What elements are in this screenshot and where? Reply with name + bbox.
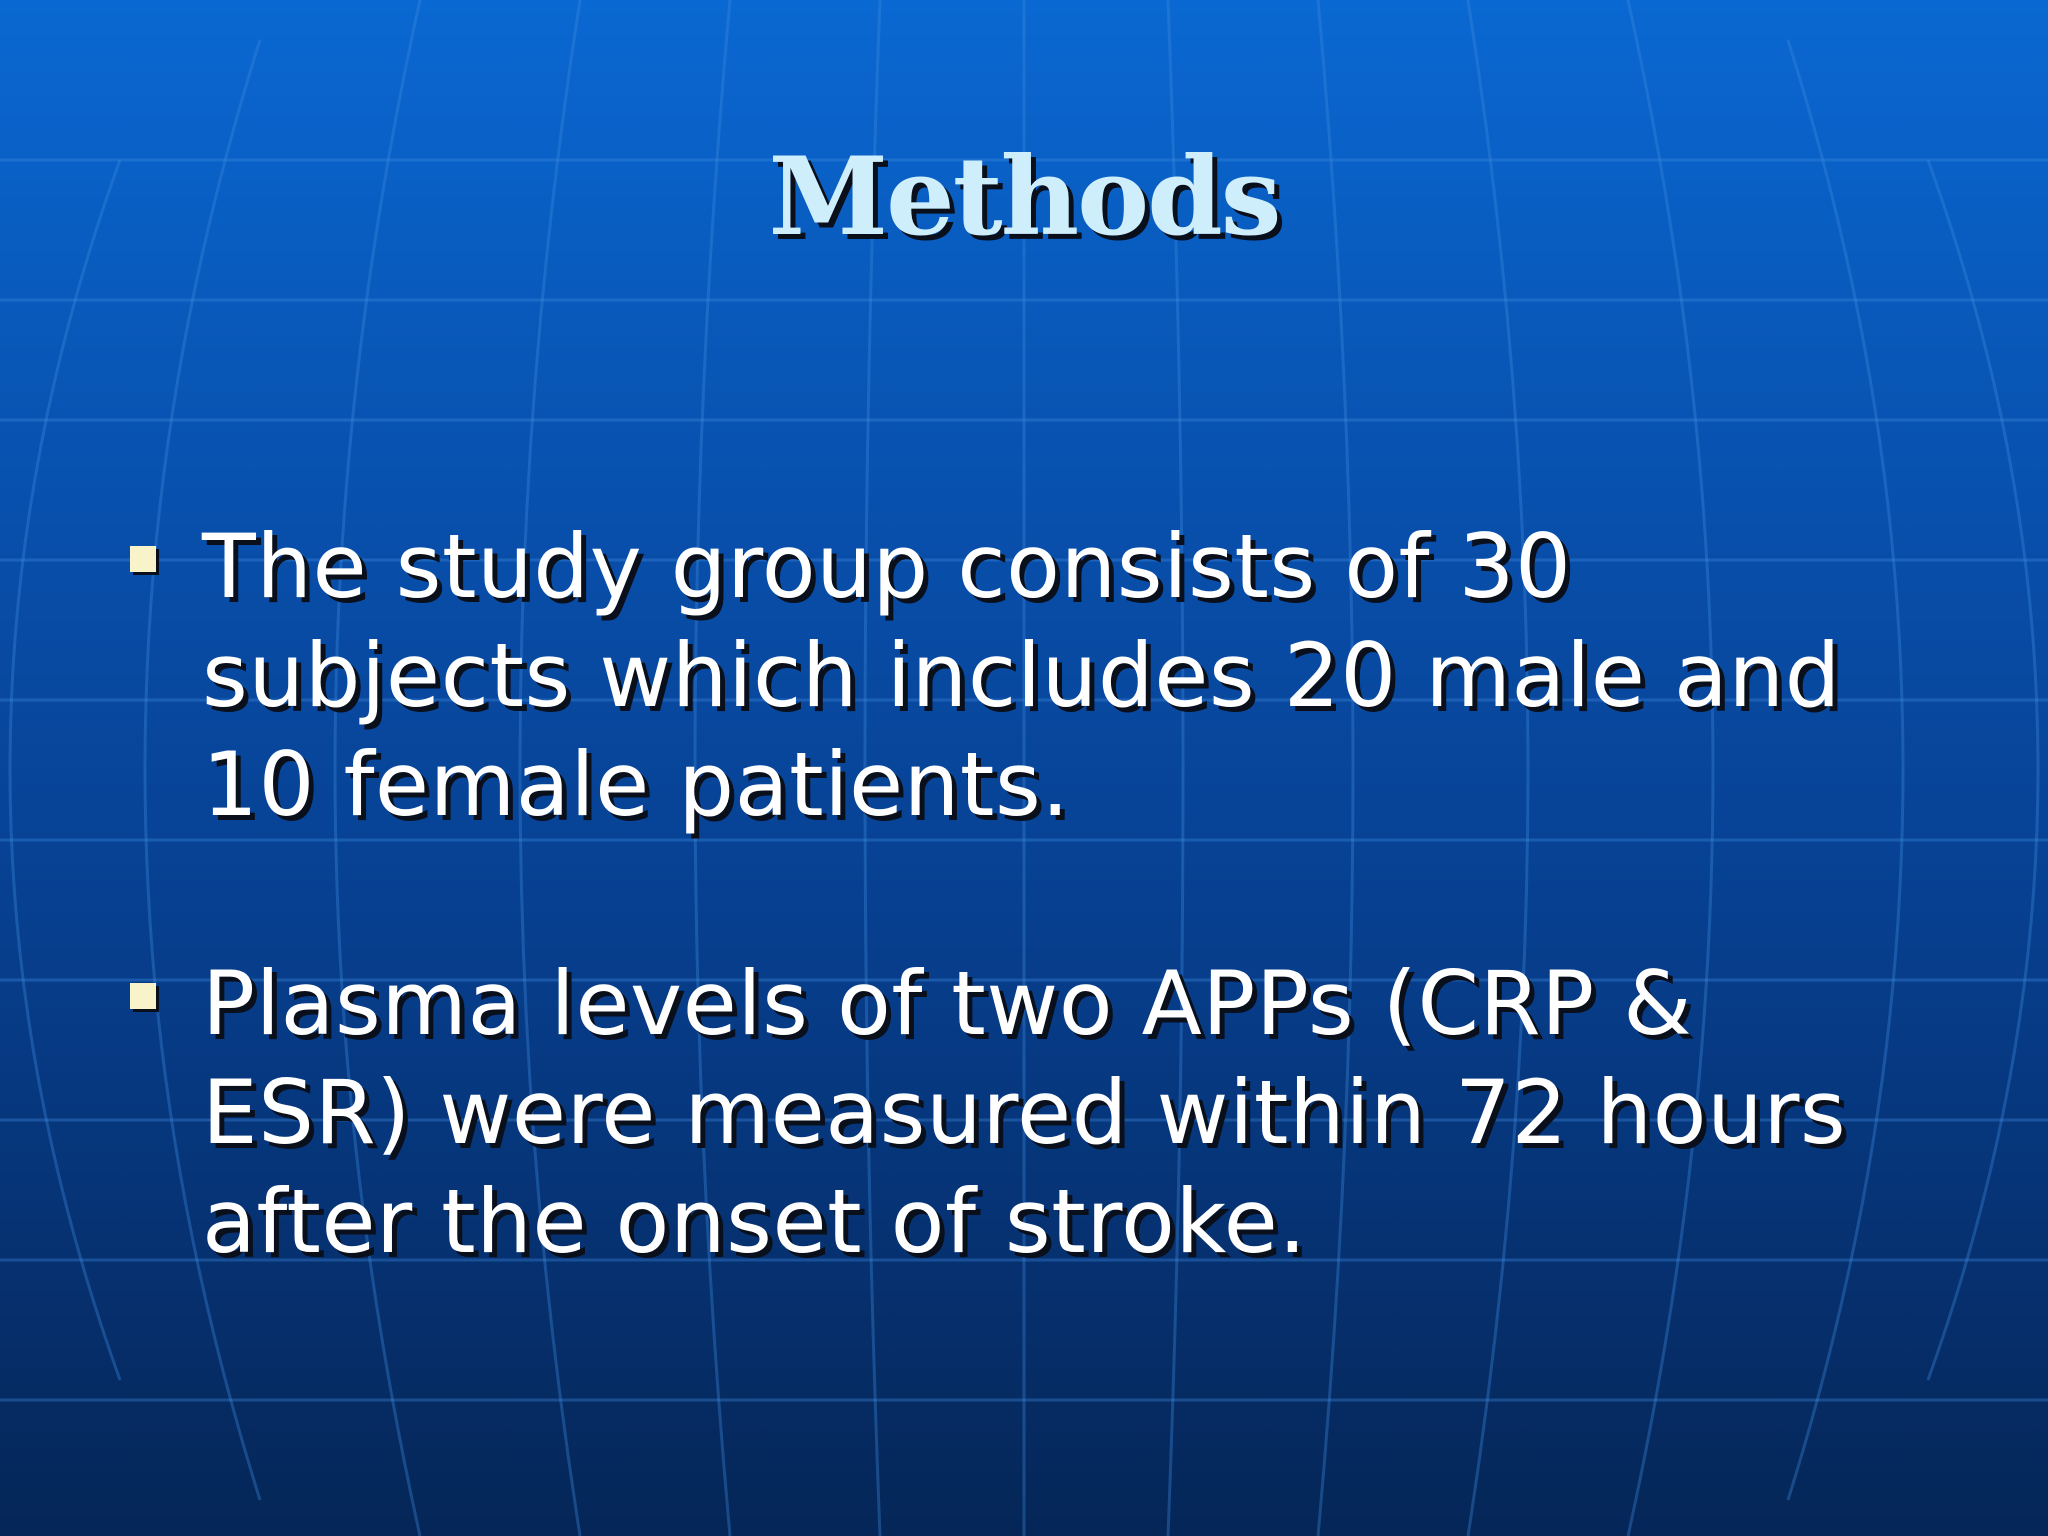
bullet-line: after the onset of stroke.	[202, 1170, 1307, 1273]
bullet-line: subjects which includes 20 male and	[202, 624, 1841, 727]
bullet-line: The study group consists of 30	[202, 515, 1572, 618]
bullet-list	[122, 512, 1922, 1386]
bullet-text	[202, 949, 1922, 1276]
bullet-item	[122, 512, 1922, 839]
square-bullet-icon	[130, 983, 156, 1009]
slide-title: Methods	[768, 134, 1280, 260]
bullet-text	[202, 512, 1922, 839]
bullet-line: 10 female patients.	[202, 733, 1070, 836]
bullet-item	[122, 949, 1922, 1276]
square-bullet-icon	[130, 546, 156, 572]
bullet-line: ESR) were measured within 72 hours	[202, 1061, 1847, 1164]
bullet-line: Plasma levels of two APPs (CRP &	[202, 952, 1693, 1055]
